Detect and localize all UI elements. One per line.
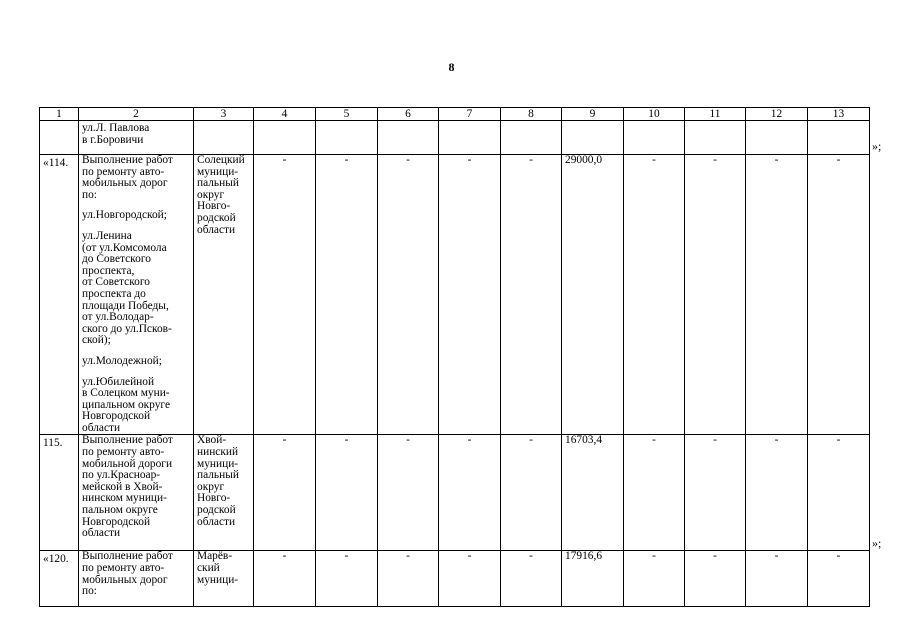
desc-line: в Солецком муни-	[82, 387, 170, 400]
cell-dash: -	[254, 155, 316, 435]
cell-dash: -	[501, 435, 562, 551]
cell-dash: -	[316, 551, 378, 607]
desc-line: Выполнение работ	[82, 550, 173, 563]
org-line: пальный	[197, 177, 239, 190]
cell-dash: -	[685, 155, 746, 435]
desc-line: по:	[82, 585, 97, 598]
desc-line: (от ул.Комсомола	[82, 241, 167, 254]
table-row	[40, 155, 870, 435]
close-quote-mark: »;	[872, 139, 882, 153]
continuation-row	[40, 121, 870, 155]
cell-dash: -	[254, 435, 316, 551]
desc-line: области	[82, 527, 121, 540]
cell-amount: 16703,4	[562, 435, 624, 551]
desc-line: в г.Боровичи	[82, 133, 144, 146]
cell-col-4	[254, 121, 316, 155]
cell-dash: -	[439, 155, 501, 435]
desc-line: ской);	[82, 334, 111, 347]
column-number-header: 1	[40, 108, 79, 121]
column-number-header: 4	[254, 108, 316, 121]
cell-description	[79, 121, 194, 155]
desc-line: Новгородской	[82, 515, 151, 528]
desc-line: пальном округе	[82, 504, 158, 517]
cell-col-11	[685, 121, 746, 155]
cell-dash: -	[316, 435, 378, 551]
cell-num: «120.	[40, 551, 79, 607]
column-number-header: 10	[624, 108, 685, 121]
cell-dash: -	[685, 435, 746, 551]
column-number-header: 3	[194, 108, 254, 121]
org-line: родской	[197, 211, 236, 224]
cell-dash: -	[808, 435, 870, 551]
table-row	[40, 435, 870, 551]
desc-line: ул.Л. Павлова	[82, 122, 150, 134]
cell-org	[194, 551, 254, 607]
org-line: родской	[197, 504, 236, 517]
desc-line: проспекта,	[82, 264, 135, 277]
cell-col-7	[439, 121, 501, 155]
org-line: Хвой-	[197, 434, 227, 447]
cell-col-13	[808, 121, 870, 155]
cell-dash: -	[808, 551, 870, 607]
desc-paragraph	[82, 356, 190, 368]
cell-org	[194, 155, 254, 435]
desc-line: от ул.Володар-	[82, 311, 154, 324]
cell-dash: -	[378, 155, 439, 435]
org-line: округ	[197, 188, 225, 201]
cell-description	[79, 435, 194, 551]
desc-line: ул.Юбилейной	[82, 375, 155, 388]
org-line: муници-	[197, 573, 239, 586]
desc-line: Выполнение работ	[82, 154, 173, 166]
cell-num: «114.	[40, 155, 79, 435]
desc-line: проспекта до	[82, 287, 146, 300]
cell-dash: -	[378, 551, 439, 607]
desc-line: Новгородской	[82, 410, 151, 423]
desc-paragraph	[82, 155, 190, 201]
cell-org	[194, 121, 254, 155]
cell-dash: -	[685, 551, 746, 607]
cell-col-5	[316, 121, 378, 155]
desc-paragraph	[82, 210, 190, 222]
desc-line: ул.Новгородской;	[82, 209, 167, 222]
desc-line: от Советского	[82, 276, 150, 289]
desc-paragraph	[82, 435, 190, 539]
desc-line: мейской в Хвой-	[82, 480, 163, 493]
column-number-header: 9	[562, 108, 624, 121]
org-line: Новго-	[197, 492, 231, 505]
cell-dash: -	[746, 551, 808, 607]
column-number-header: 8	[501, 108, 562, 121]
cell-description	[79, 155, 194, 435]
desc-line: мобильных дорог	[82, 177, 168, 190]
desc-line: ул.Молодежной;	[82, 354, 162, 367]
desc-paragraph	[82, 231, 190, 347]
desc-line: ципальном округе	[82, 398, 170, 411]
cell-dash: -	[254, 551, 316, 607]
page-number: 8	[448, 60, 455, 74]
cell-dash: -	[501, 155, 562, 435]
org-line: Солецкий	[197, 154, 245, 166]
cell-num	[40, 121, 79, 155]
column-number-header: 5	[316, 108, 378, 121]
desc-line: ул.Ленина	[82, 229, 132, 242]
cell-col-9	[562, 121, 624, 155]
org-line: муници-	[197, 165, 239, 178]
org-line: нинский	[197, 446, 239, 459]
desc-line: ского до ул.Псков-	[82, 322, 172, 335]
cell-dash: -	[501, 551, 562, 607]
column-number-header: 12	[746, 108, 808, 121]
cell-org	[194, 435, 254, 551]
column-number-row	[40, 108, 870, 121]
desc-line: по:	[82, 188, 97, 201]
column-number-header: 7	[439, 108, 501, 121]
desc-line: площади Победы,	[82, 299, 169, 312]
desc-line: по ул.Красноар-	[82, 469, 161, 482]
column-number-header: 2	[79, 108, 194, 121]
desc-line: по ремонту авто-	[82, 165, 165, 178]
budget-table	[39, 107, 870, 607]
cell-dash: -	[746, 155, 808, 435]
cell-col-10	[624, 121, 685, 155]
org-line: области	[197, 515, 236, 528]
desc-line: мобильных дорог	[82, 573, 168, 586]
cell-dash: -	[316, 155, 378, 435]
cell-dash: -	[808, 155, 870, 435]
cell-col-12	[746, 121, 808, 155]
cell-dash: -	[439, 435, 501, 551]
cell-col-6	[378, 121, 439, 155]
org-line: ский	[197, 562, 220, 575]
cell-dash: -	[746, 435, 808, 551]
org-line: Марёв-	[197, 550, 233, 563]
desc-paragraph	[82, 551, 190, 597]
desc-line: Выполнение работ	[82, 434, 173, 447]
cell-dash: -	[439, 551, 501, 607]
desc-paragraph	[82, 377, 190, 435]
close-quote-mark: »;	[872, 536, 882, 550]
cell-amount: 29000,0	[562, 155, 624, 435]
column-number-header: 13	[808, 108, 870, 121]
cell-description	[79, 551, 194, 607]
org-line: пальный	[197, 469, 239, 482]
desc-line: мобильной дороги	[82, 457, 173, 470]
column-number-header: 11	[685, 108, 746, 121]
org-line: области	[197, 223, 236, 236]
org-line: Новго-	[197, 200, 231, 213]
desc-line: области	[82, 421, 121, 434]
table-row	[40, 551, 870, 607]
desc-line: по ремонту авто-	[82, 446, 165, 459]
column-number-header: 6	[378, 108, 439, 121]
cell-dash: -	[624, 551, 685, 607]
desc-line: по ремонту авто-	[82, 562, 165, 575]
cell-dash: -	[624, 155, 685, 435]
cell-num: 115.	[40, 435, 79, 551]
cell-col-8	[501, 121, 562, 155]
cell-dash: -	[378, 435, 439, 551]
org-line: округ	[197, 480, 225, 493]
org-line: муници-	[197, 457, 239, 470]
desc-line: нинском муници-	[82, 492, 167, 505]
cell-dash: -	[624, 435, 685, 551]
cell-amount: 17916,6	[562, 551, 624, 607]
desc-line: до Советского	[82, 253, 151, 266]
